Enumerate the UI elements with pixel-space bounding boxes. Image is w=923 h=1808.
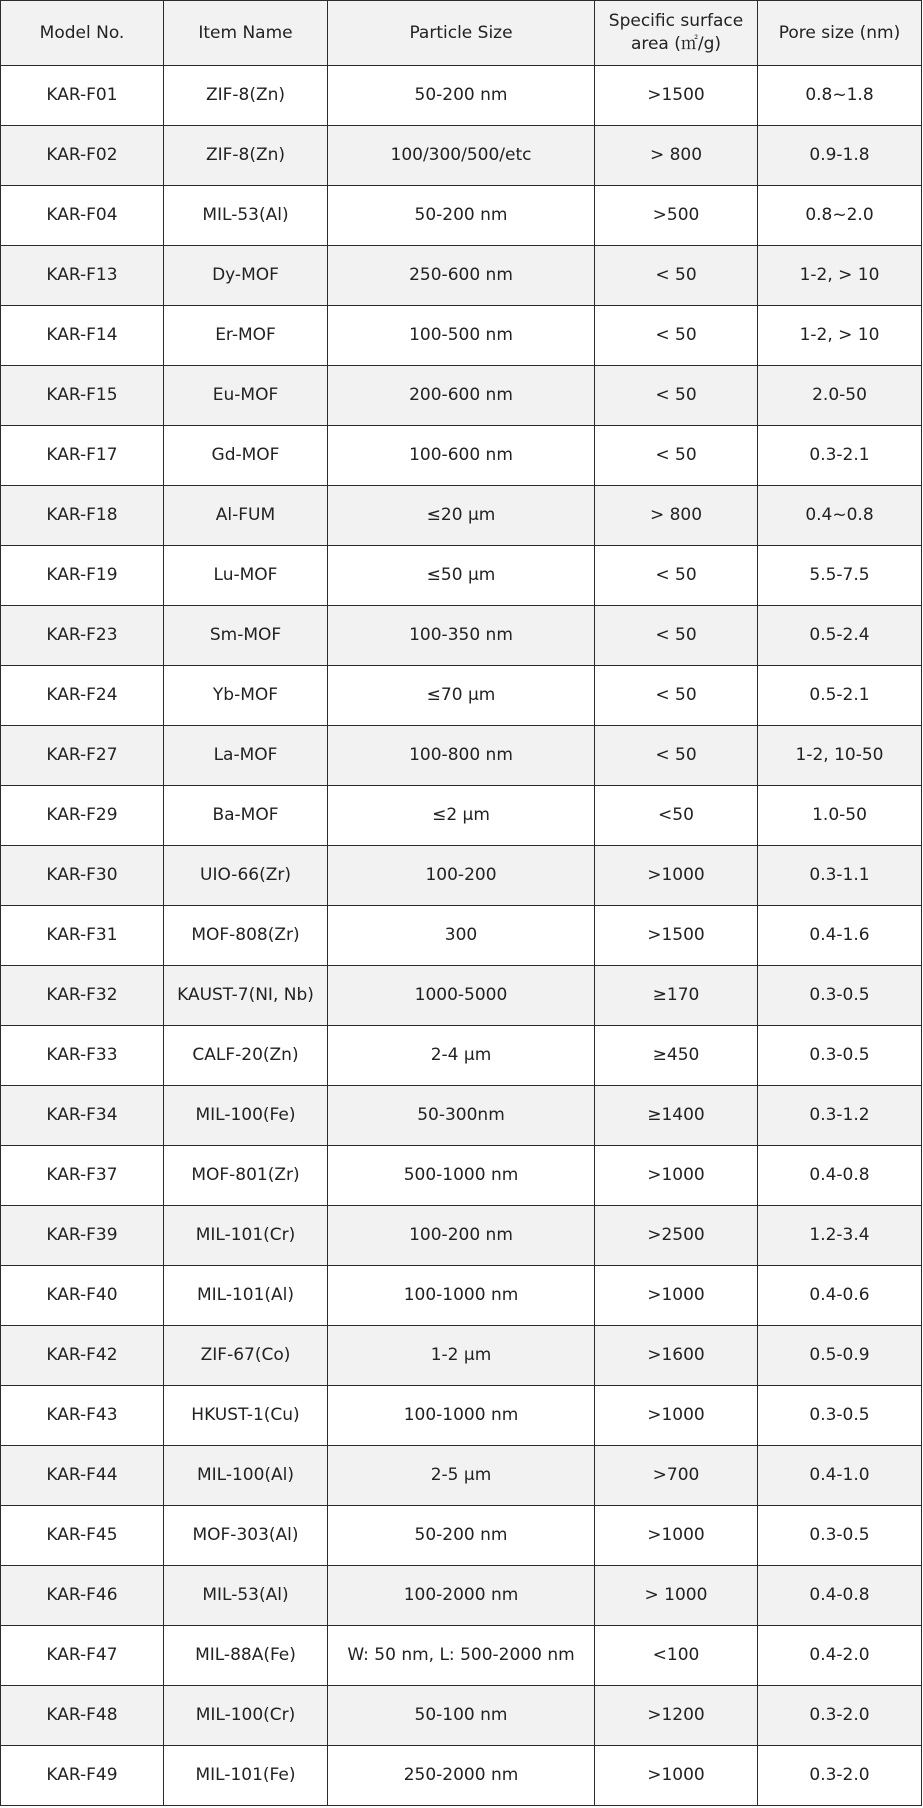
table-row [1, 546, 922, 606]
cell-surface-area: > 800 [595, 486, 758, 546]
table-row [1, 606, 922, 666]
cell-surface-area: >1000 [595, 1146, 758, 1206]
cell-surface-area: >1000 [595, 1746, 758, 1806]
table-row [1, 786, 922, 846]
cell-particle-size: 100-2000 nm [328, 1566, 595, 1626]
cell-item-name: MOF-801(Zr) [164, 1146, 328, 1206]
table-row [1, 1326, 922, 1386]
cell-model-no: KAR-F39 [1, 1206, 164, 1266]
cell-surface-area: ≥1400 [595, 1086, 758, 1146]
header-pore-size: Pore size (nm) [758, 1, 922, 66]
cell-model-no: KAR-F43 [1, 1386, 164, 1446]
cell-surface-area: < 50 [595, 666, 758, 726]
cell-model-no: KAR-F02 [1, 126, 164, 186]
cell-pore-size: 0.4~0.8 [758, 486, 922, 546]
cell-item-name: MIL-100(Cr) [164, 1686, 328, 1746]
cell-particle-size: 100-1000 nm [328, 1266, 595, 1326]
cell-pore-size: 0.4-1.6 [758, 906, 922, 966]
cell-model-no: KAR-F49 [1, 1746, 164, 1806]
cell-particle-size: 100-200 nm [328, 1206, 595, 1266]
cell-particle-size: 100-200 [328, 846, 595, 906]
cell-pore-size: 0.8~1.8 [758, 66, 922, 126]
cell-particle-size: ≤70 μm [328, 666, 595, 726]
cell-particle-size: 2-5 μm [328, 1446, 595, 1506]
cell-pore-size: 1.2-3.4 [758, 1206, 922, 1266]
cell-pore-size: 0.4-1.0 [758, 1446, 922, 1506]
cell-surface-area: >1600 [595, 1326, 758, 1386]
cell-pore-size: 0.8~2.0 [758, 186, 922, 246]
cell-surface-area: <50 [595, 786, 758, 846]
cell-particle-size: 100-600 nm [328, 426, 595, 486]
cell-surface-area: >1000 [595, 1506, 758, 1566]
cell-model-no: KAR-F33 [1, 1026, 164, 1086]
cell-surface-area: >1000 [595, 1386, 758, 1446]
cell-item-name: MOF-808(Zr) [164, 906, 328, 966]
cell-pore-size: 0.3-0.5 [758, 966, 922, 1026]
table-row [1, 1086, 922, 1146]
cell-item-name: ZIF-8(Zn) [164, 66, 328, 126]
cell-pore-size: 0.3-0.5 [758, 1386, 922, 1446]
table-body [1, 66, 922, 1806]
cell-model-no: KAR-F31 [1, 906, 164, 966]
cell-particle-size: 50-100 nm [328, 1686, 595, 1746]
cell-model-no: KAR-F46 [1, 1566, 164, 1626]
cell-surface-area: >1500 [595, 66, 758, 126]
cell-particle-size: 250-600 nm [328, 246, 595, 306]
cell-pore-size: 0.5-2.1 [758, 666, 922, 726]
table-row [1, 1626, 922, 1686]
header-item-name: Item Name [164, 1, 328, 66]
table-row [1, 366, 922, 426]
cell-model-no: KAR-F01 [1, 66, 164, 126]
cell-pore-size: 0.3-0.5 [758, 1506, 922, 1566]
table-row [1, 1506, 922, 1566]
table-row [1, 1206, 922, 1266]
cell-surface-area: < 50 [595, 546, 758, 606]
table-row [1, 1686, 922, 1746]
cell-surface-area: >1000 [595, 846, 758, 906]
cell-item-name: MIL-101(Cr) [164, 1206, 328, 1266]
cell-particle-size: 100/300/500/etc [328, 126, 595, 186]
cell-model-no: KAR-F15 [1, 366, 164, 426]
cell-pore-size: 0.3-1.1 [758, 846, 922, 906]
cell-model-no: KAR-F37 [1, 1146, 164, 1206]
cell-model-no: KAR-F47 [1, 1626, 164, 1686]
cell-surface-area: < 50 [595, 246, 758, 306]
cell-pore-size: 1-2, > 10 [758, 246, 922, 306]
cell-pore-size: 0.5-2.4 [758, 606, 922, 666]
cell-model-no: KAR-F23 [1, 606, 164, 666]
cell-pore-size: 0.3-2.0 [758, 1746, 922, 1806]
cell-particle-size: 100-500 nm [328, 306, 595, 366]
cell-item-name: MIL-100(Al) [164, 1446, 328, 1506]
table-row [1, 426, 922, 486]
cell-particle-size: 200-600 nm [328, 366, 595, 426]
cell-surface-area: > 800 [595, 126, 758, 186]
table-row [1, 126, 922, 186]
table-row [1, 966, 922, 1026]
cell-item-name: Er-MOF [164, 306, 328, 366]
header-row [1, 1, 922, 66]
cell-item-name: Dy-MOF [164, 246, 328, 306]
cell-model-no: KAR-F13 [1, 246, 164, 306]
cell-particle-size: ≤20 μm [328, 486, 595, 546]
cell-item-name: UIO-66(Zr) [164, 846, 328, 906]
cell-model-no: KAR-F44 [1, 1446, 164, 1506]
table-row [1, 1266, 922, 1326]
cell-surface-area: > 1000 [595, 1566, 758, 1626]
table-row [1, 1386, 922, 1446]
table-row [1, 1746, 922, 1806]
cell-item-name: La-MOF [164, 726, 328, 786]
header-particle-size: Particle Size [328, 1, 595, 66]
cell-model-no: KAR-F45 [1, 1506, 164, 1566]
cell-surface-area: < 50 [595, 426, 758, 486]
cell-pore-size: 0.3-2.0 [758, 1686, 922, 1746]
table-row [1, 846, 922, 906]
cell-item-name: Lu-MOF [164, 546, 328, 606]
cell-item-name: Gd-MOF [164, 426, 328, 486]
table-row [1, 186, 922, 246]
cell-particle-size: 1000-5000 [328, 966, 595, 1026]
cell-item-name: HKUST-1(Cu) [164, 1386, 328, 1446]
cell-pore-size: 1-2, > 10 [758, 306, 922, 366]
cell-surface-area: >700 [595, 1446, 758, 1506]
cell-pore-size: 0.3-0.5 [758, 1026, 922, 1086]
cell-item-name: MOF-303(Al) [164, 1506, 328, 1566]
cell-item-name: Yb-MOF [164, 666, 328, 726]
table-row [1, 1146, 922, 1206]
table-row [1, 1566, 922, 1626]
cell-model-no: KAR-F19 [1, 546, 164, 606]
cell-pore-size: 0.4-2.0 [758, 1626, 922, 1686]
cell-model-no: KAR-F17 [1, 426, 164, 486]
cell-model-no: KAR-F27 [1, 726, 164, 786]
cell-model-no: KAR-F34 [1, 1086, 164, 1146]
cell-particle-size: 100-1000 nm [328, 1386, 595, 1446]
cell-pore-size: 0.3-1.2 [758, 1086, 922, 1146]
cell-item-name: CALF-20(Zn) [164, 1026, 328, 1086]
table-row [1, 306, 922, 366]
cell-surface-area: >500 [595, 186, 758, 246]
cell-particle-size: 100-800 nm [328, 726, 595, 786]
cell-particle-size: 50-200 nm [328, 66, 595, 126]
cell-pore-size: 1.0-50 [758, 786, 922, 846]
cell-model-no: KAR-F29 [1, 786, 164, 846]
cell-pore-size: 0.9-1.8 [758, 126, 922, 186]
table-row [1, 1446, 922, 1506]
table-header [1, 1, 922, 66]
cell-particle-size: 300 [328, 906, 595, 966]
cell-item-name: Ba-MOF [164, 786, 328, 846]
table-row [1, 726, 922, 786]
cell-particle-size: 50-200 nm [328, 186, 595, 246]
cell-particle-size: 500-1000 nm [328, 1146, 595, 1206]
cell-model-no: KAR-F18 [1, 486, 164, 546]
cell-particle-size: 50-200 nm [328, 1506, 595, 1566]
cell-surface-area: < 50 [595, 366, 758, 426]
cell-particle-size: ≤2 μm [328, 786, 595, 846]
cell-pore-size: 0.4-0.8 [758, 1146, 922, 1206]
cell-pore-size: 0.5-0.9 [758, 1326, 922, 1386]
cell-particle-size: 50-300nm [328, 1086, 595, 1146]
cell-item-name: MIL-101(Al) [164, 1266, 328, 1326]
cell-pore-size: 0.3-2.1 [758, 426, 922, 486]
cell-model-no: KAR-F30 [1, 846, 164, 906]
cell-model-no: KAR-F04 [1, 186, 164, 246]
table-row [1, 66, 922, 126]
cell-pore-size: 5.5-7.5 [758, 546, 922, 606]
header-specific-surface-area: Specific surface area (㎡/g) [595, 1, 758, 66]
cell-model-no: KAR-F40 [1, 1266, 164, 1326]
cell-surface-area: >2500 [595, 1206, 758, 1266]
table-row [1, 906, 922, 966]
cell-pore-size: 2.0-50 [758, 366, 922, 426]
cell-surface-area: >1000 [595, 1266, 758, 1326]
cell-surface-area: < 50 [595, 726, 758, 786]
cell-particle-size: 100-350 nm [328, 606, 595, 666]
cell-item-name: ZIF-8(Zn) [164, 126, 328, 186]
cell-surface-area: < 50 [595, 606, 758, 666]
header-model-no: Model No. [1, 1, 164, 66]
cell-particle-size: 2-4 μm [328, 1026, 595, 1086]
cell-surface-area: ≥170 [595, 966, 758, 1026]
cell-particle-size: 250-2000 nm [328, 1746, 595, 1806]
cell-surface-area: ≥450 [595, 1026, 758, 1086]
table-row [1, 1026, 922, 1086]
table-row [1, 666, 922, 726]
cell-particle-size: ≤50 μm [328, 546, 595, 606]
cell-model-no: KAR-F14 [1, 306, 164, 366]
cell-item-name: MIL-88A(Fe) [164, 1626, 328, 1686]
cell-item-name: MIL-100(Fe) [164, 1086, 328, 1146]
cell-item-name: Al-FUM [164, 486, 328, 546]
cell-model-no: KAR-F42 [1, 1326, 164, 1386]
cell-surface-area: < 50 [595, 306, 758, 366]
cell-item-name: MIL-101(Fe) [164, 1746, 328, 1806]
cell-model-no: KAR-F48 [1, 1686, 164, 1746]
cell-item-name: Eu-MOF [164, 366, 328, 426]
cell-surface-area: >1200 [595, 1686, 758, 1746]
cell-item-name: MIL-53(Al) [164, 186, 328, 246]
cell-model-no: KAR-F32 [1, 966, 164, 1026]
table-row [1, 246, 922, 306]
cell-item-name: ZIF-67(Co) [164, 1326, 328, 1386]
cell-particle-size: W: 50 nm, L: 500-2000 nm [328, 1626, 595, 1686]
cell-particle-size: 1-2 μm [328, 1326, 595, 1386]
cell-pore-size: 0.4-0.8 [758, 1566, 922, 1626]
cell-item-name: Sm-MOF [164, 606, 328, 666]
cell-surface-area: <100 [595, 1626, 758, 1686]
cell-pore-size: 0.4-0.6 [758, 1266, 922, 1326]
cell-pore-size: 1-2, 10-50 [758, 726, 922, 786]
cell-item-name: MIL-53(Al) [164, 1566, 328, 1626]
cell-item-name: KAUST-7(NI, Nb) [164, 966, 328, 1026]
cell-surface-area: >1500 [595, 906, 758, 966]
table-row [1, 486, 922, 546]
cell-model-no: KAR-F24 [1, 666, 164, 726]
